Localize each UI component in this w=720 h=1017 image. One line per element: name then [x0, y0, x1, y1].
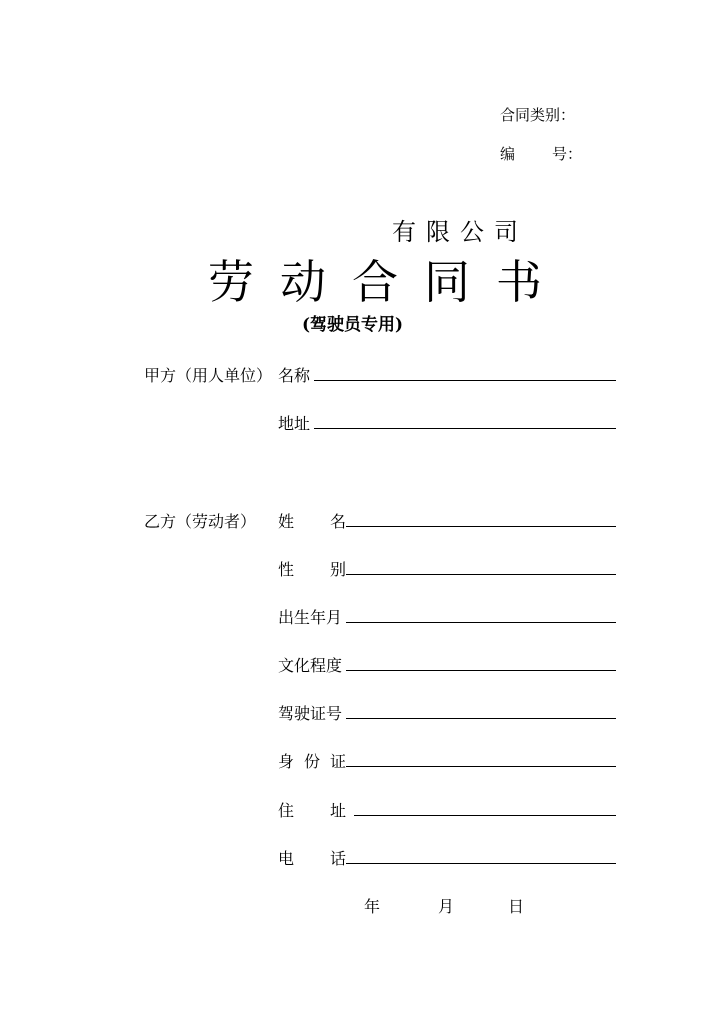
- party-b-license-line[interactable]: [346, 718, 616, 719]
- party-b-name-line[interactable]: [346, 526, 616, 527]
- party-b-name-label-b: 名: [330, 512, 347, 531]
- number-label-part2: 号：: [552, 145, 583, 163]
- party-b-id-label-b: 份: [304, 752, 321, 771]
- date-day-label: 日: [508, 897, 525, 916]
- party-b-address-label-a: 住: [278, 801, 295, 820]
- party-b-heading: 乙方（劳动者）: [144, 512, 257, 531]
- party-b-id-line[interactable]: [346, 766, 616, 767]
- party-b-gender-label-b: 别: [330, 560, 347, 579]
- party-b-address-label-b: 址: [330, 801, 347, 820]
- party-b-id-label-c: 证: [330, 752, 347, 771]
- date-year-label: 年: [364, 897, 381, 916]
- party-a-name-line[interactable]: [314, 380, 616, 381]
- party-b-name-label-a: 姓: [278, 512, 295, 531]
- party-b-phone-label-b: 话: [330, 849, 347, 868]
- party-b-education-label: 文化程度: [278, 656, 343, 675]
- party-b-birth-line[interactable]: [346, 622, 616, 623]
- company-suffix: 有限公司: [392, 218, 528, 246]
- party-b-education-line[interactable]: [346, 670, 616, 671]
- contract-type-label: 合同类别：: [500, 106, 576, 124]
- date-month-label: 月: [438, 897, 455, 916]
- number-label-part1: 编: [500, 145, 516, 163]
- party-a-address-line[interactable]: [314, 428, 616, 429]
- document-subtitle: (驾驶员专用): [302, 315, 404, 335]
- party-b-gender-label-a: 性: [278, 560, 295, 579]
- party-b-gender-line[interactable]: [346, 574, 616, 575]
- party-a-address-label: 地址: [278, 414, 311, 433]
- party-b-license-label: 驾驶证号: [278, 704, 343, 723]
- party-b-phone-line[interactable]: [346, 863, 616, 864]
- party-b-address-line[interactable]: [354, 815, 616, 816]
- party-a-name-label: 名称: [278, 366, 311, 385]
- party-b-phone-label-a: 电: [278, 849, 295, 868]
- party-b-id-label-a: 身: [278, 752, 295, 771]
- party-b-birth-label: 出生年月: [278, 608, 343, 627]
- party-a-heading: 甲方（用人单位）: [144, 366, 273, 385]
- document-title: 劳动合同书: [208, 255, 568, 309]
